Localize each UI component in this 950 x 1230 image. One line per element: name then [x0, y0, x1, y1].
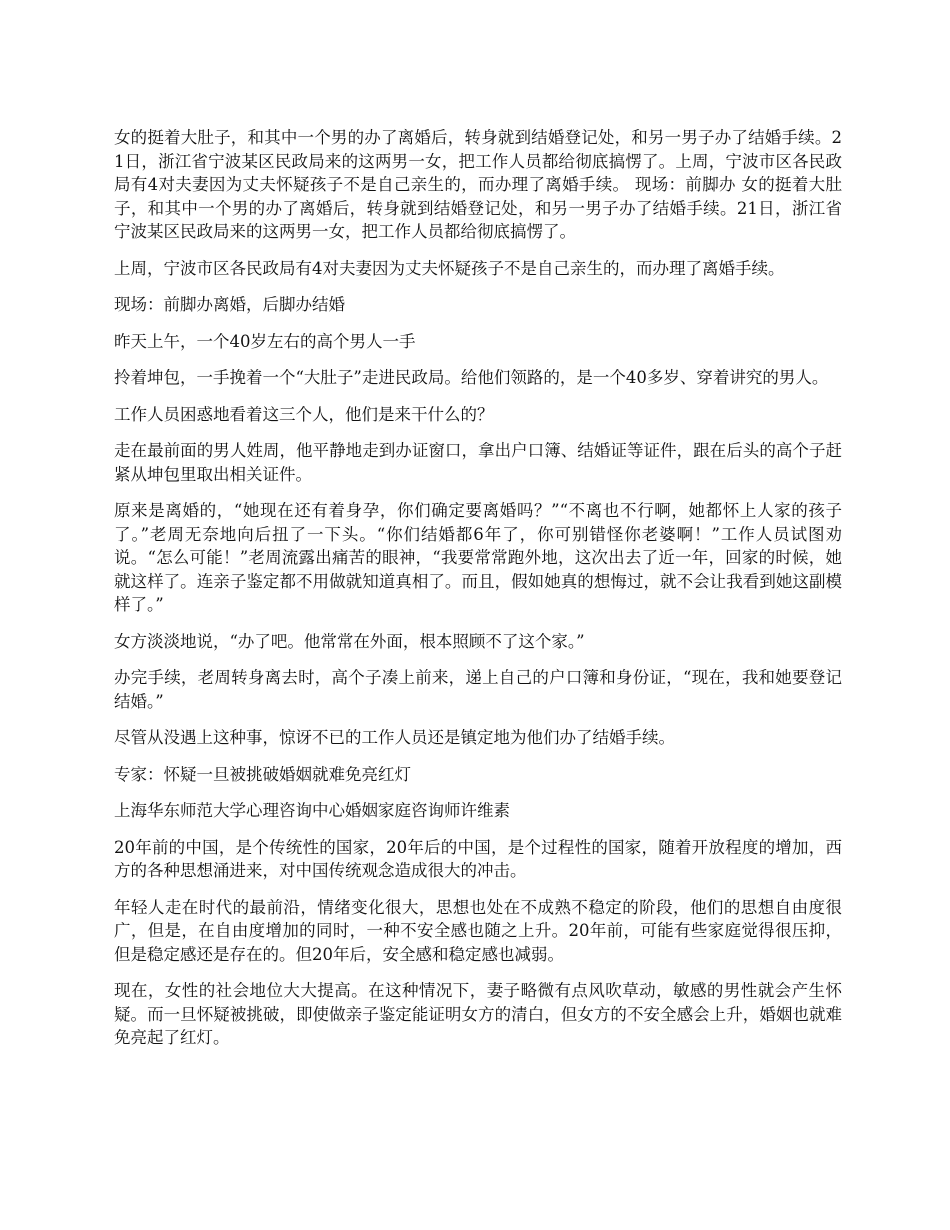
paragraph: 年轻人走在时代的最前沿，情绪变化很大，思想也处在不成熟不稳定的阶段，他们的思想自由度很广，但是，在自由度增加的同时，一种不安全感也随之上升。20年前，可能有些家庭觉得很压抑，但是稳定感还是存在的。但20年后，安全感和稳定感也减弱。	[114, 897, 842, 964]
paragraph: 走在最前面的男人姓周，他平静地走到办证窗口，拿出户口簿、结婚证等证件，跟在后头的高个子赶紧从坤包里取出相关证件。	[114, 441, 842, 484]
paragraph: 昨天上午，一个40岁左右的高个男人一手	[114, 331, 416, 351]
paragraph: 上周，宁波市区各民政局有4对夫妻因为丈夫怀疑孩子不是自己亲生的，而办理了离婚手续。	[114, 258, 785, 278]
expert-attribution: 上海华东师范大学心理咨询中心婚姻家庭咨询师许维素	[114, 801, 510, 820]
section-heading-scene: 现场：前脚办离婚，后脚办结婚	[114, 295, 345, 314]
paragraph: 拎着坤包，一手挽着一个“大肚子”走进民政局。给他们领路的，是一个40多岁、穿着讲究的男人。	[114, 368, 829, 387]
paragraph: 现在，女性的社会地位大大提高。在这种情况下，妻子略微有点风吹草动，敏感的男性就会产生怀疑。而一旦怀疑被挑破，即使做亲子鉴定能证明女方的清白，但女方的不安全感会上升，婚姻也就难免亮起了红灯。	[114, 981, 842, 1047]
paragraph: 办完手续，老周转身离去时，高个子凑上前来，递上自己的户口簿和身份证，“现在，我和她要登记结婚。”	[114, 668, 842, 711]
paragraph: 尽管从没遇上这种事，惊讶不已的工作人员还是镇定地为他们办了结婚手续。	[114, 728, 675, 747]
paragraph-dialogue: 原来是离婚的，“她现在还有着身孕，你们确定要离婚吗？”“不离也不行啊，她都怀上人家的孩子了。”老周无奈地向后扭了一下头。“你们结婚都6年了，你可别错怪你老婆啊！”工作人员试图劝说。“怎么可能！”老周流露出痛苦的眼神，“我要常常跑外地，这次出去了近一年，回家的时候，她就这样了。连亲子鉴定都不用做就知道真相了。而且，假如她真的想悔过，就不会让我看到她这副模样了。”	[114, 501, 842, 614]
paragraph-intro: 女的挺着大肚子，和其中一个男的办了离婚后，转身就到结婚登记处，和另一男子办了结婚手续。21日，浙江省宁波某区民政局来的这两男一女，把工作人员都给彻底搞愣了。上周，宁波市区各民政局有4对夫妻因为丈夫怀疑孩子不是自己亲生的，而办理了离婚手续。 现场：前脚办 女的挺着大肚子，和其中一个男的办了离婚后，转身就到结婚登记处，和另一男子办了结婚手续。21日，浙江省宁波某区民政局来的这两男一女，把工作人员都给彻底搞愣了。	[114, 128, 842, 241]
section-heading-expert: 专家：怀疑一旦被挑破婚姻就难免亮红灯	[114, 764, 411, 784]
paragraph: 20年前的中国，是个传统性的国家，20年后的中国，是个过程性的国家，随着开放程度的增加，西方的各种思想涌进来，对中国传统观念造成很大的冲击。	[114, 837, 842, 880]
paragraph: 女方淡淡地说，“办了吧。他常常在外面，根本照顾不了这个家。”	[114, 631, 585, 651]
paragraph: 工作人员困惑地看着这三个人，他们是来干什么的？	[114, 404, 494, 424]
document-body	[114, 126, 842, 1063]
